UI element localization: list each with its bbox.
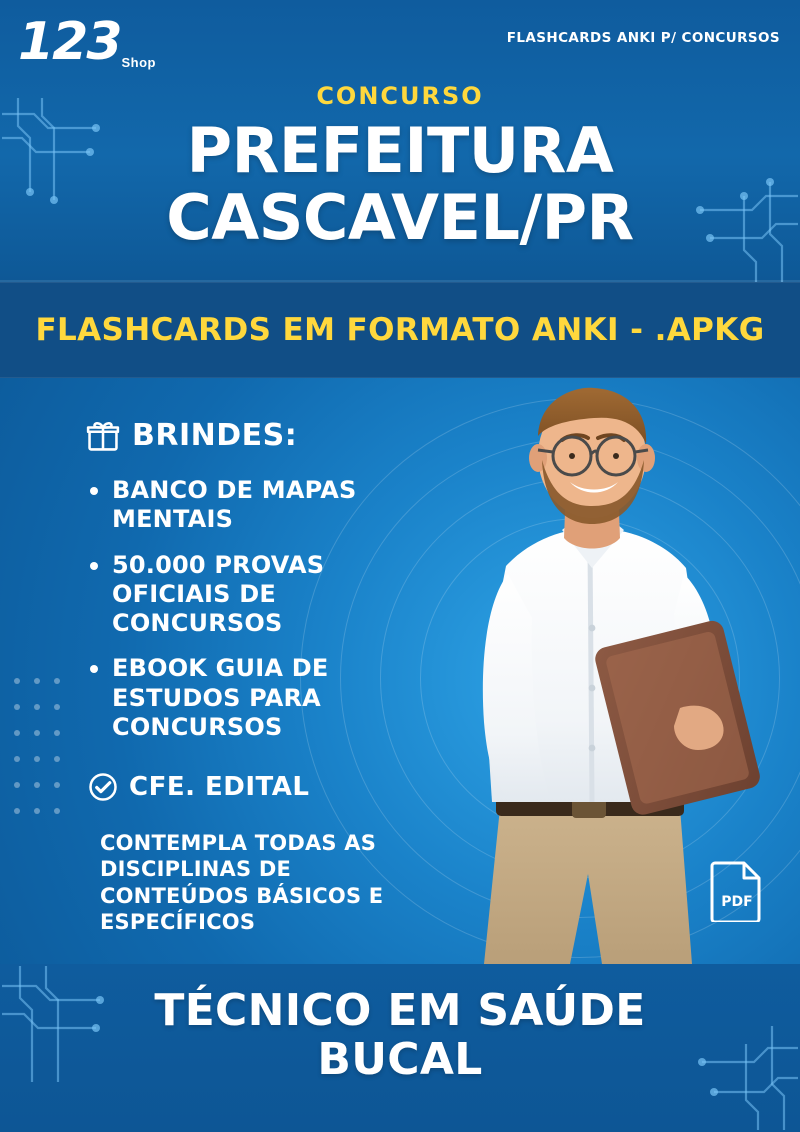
footer-band: [0, 964, 800, 1132]
page-title: [0, 114, 800, 254]
format-banner: [0, 282, 800, 378]
header-band: [0, 0, 800, 282]
list-item: 50.000 PROVAS OFICIAIS DE CONCURSOS: [86, 551, 446, 639]
list-item: BANCO DE MAPAS MENTAIS: [86, 476, 446, 535]
edital-heading-label: CFE. EDITAL: [129, 772, 310, 802]
format-banner-text: FLASHCARDS EM FORMATO ANKI - .APKG: [35, 312, 765, 348]
edital-heading: [88, 772, 309, 802]
role-line-2: BUCAL: [317, 1034, 483, 1086]
dot-grid-decoration: [14, 678, 66, 868]
check-circle-icon: [88, 772, 118, 802]
title-line-1: PREFEITURA: [186, 114, 614, 187]
title-line-2: CASCAVEL/PR: [166, 180, 634, 254]
role-title: [0, 986, 800, 1085]
gifts-list: [86, 476, 446, 758]
logo-number: 123: [18, 12, 121, 72]
pdf-label: PDF: [721, 894, 753, 910]
header-kicker: CONCURSO: [316, 82, 484, 110]
logo-word: Shop: [121, 55, 156, 70]
pdf-file-glyph: [710, 860, 764, 922]
edital-body: CONTEMPLA TODAS AS DISCIPLINAS DE CONTEÚDOS BÁSICOS E ESPECÍFICOS: [100, 831, 384, 934]
role-line-1: TÉCNICO EM SAÚDE: [154, 985, 646, 1036]
gift-icon: [86, 419, 120, 453]
gifts-heading: [86, 418, 297, 453]
gifts-heading-label: BRINDES:: [132, 418, 298, 453]
pdf-file-icon: [710, 860, 764, 922]
main-content: [0, 378, 800, 964]
brand-logo[interactable]: [18, 12, 158, 74]
header-tagline: FLASHCARDS ANKI P/ CONCURSOS: [506, 30, 780, 46]
list-item: EBOOK GUIA DE ESTUDOS PARA CONCURSOS: [86, 654, 446, 742]
